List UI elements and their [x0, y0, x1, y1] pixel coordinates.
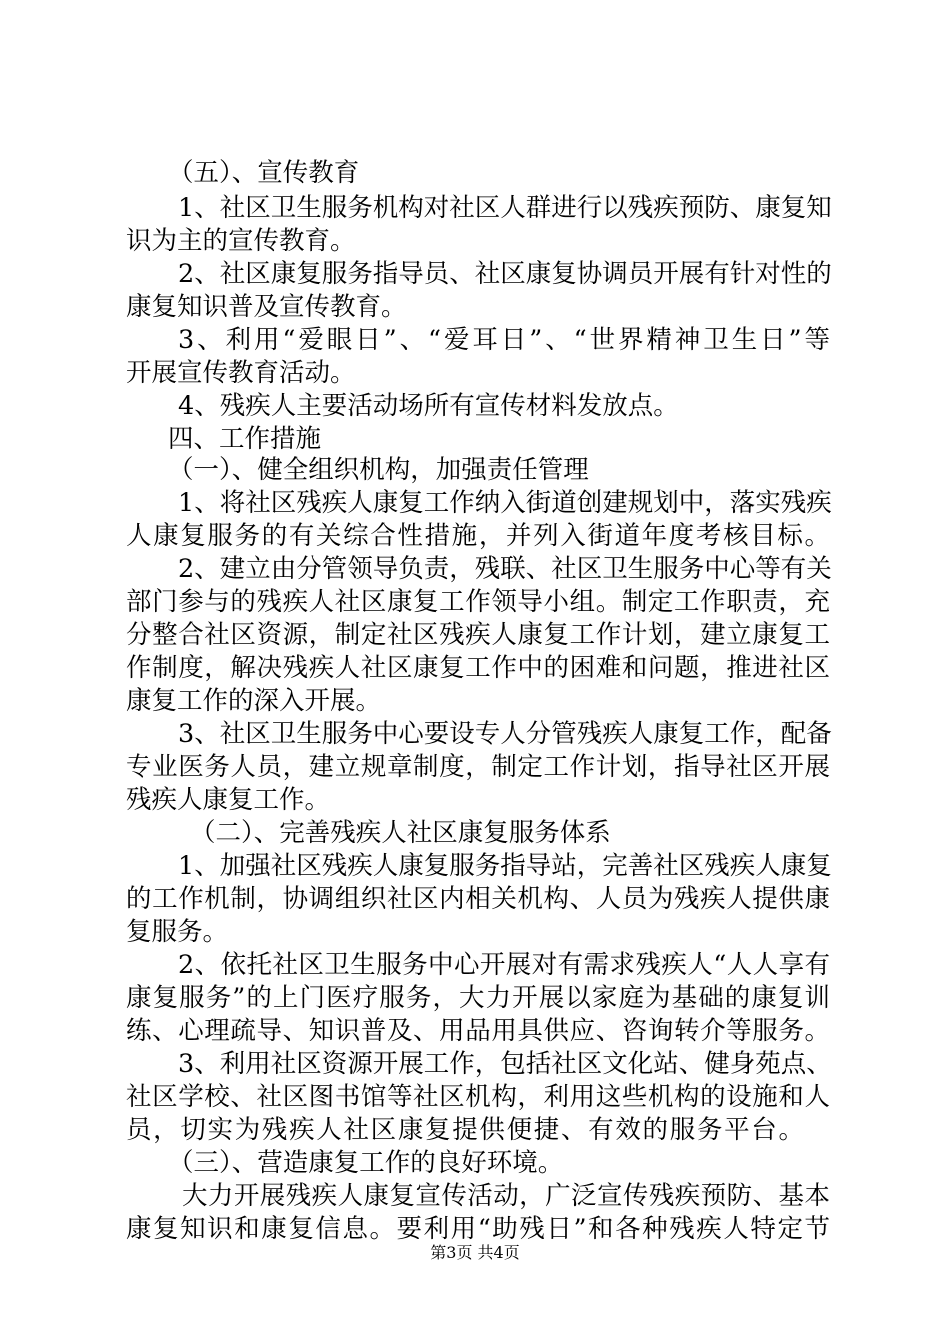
page-footer: 第3页 共4页 — [430, 1243, 520, 1262]
text-line-content: 1、将社区残疾人康复工作纳入街道创建规划中，落实残疾 — [178, 488, 832, 518]
text-line — [0, 223, 950, 259]
text-line — [0, 650, 950, 686]
text-line-content: 大力开展残疾人康复宣传活动，广泛宣传残疾预防、基本 — [182, 1181, 830, 1211]
text-line-content: （一）、健全组织机构，加强责任管理 — [168, 455, 589, 485]
text-line-content: 3、利用社区资源开展工作，包括社区文化站、健身苑点、 — [178, 1049, 832, 1079]
text-line — [0, 848, 950, 884]
text-line — [0, 716, 950, 752]
text-line-content: 1、加强社区残疾人康复服务指导站，完善社区残疾人康复 — [178, 851, 832, 881]
text-line-content: 部门参与的残疾人社区康复工作领导小组。制定工作职责，充 — [126, 587, 830, 617]
text-line-content: 康复工作的深入开展。 — [126, 686, 382, 716]
text-line — [0, 782, 950, 818]
text-line-content: 四、工作措施 — [168, 424, 322, 454]
text-line-content: （五）、宣传教育 — [168, 158, 360, 188]
text-line — [0, 914, 950, 950]
text-line — [0, 289, 950, 325]
text-line-content: 康复知识普及宣传教育。 — [126, 292, 407, 322]
text-line-content: 3、社区卫生服务中心要设专人分管残疾人康复工作，配备 — [178, 719, 832, 749]
text-line — [0, 1013, 950, 1049]
text-line-content: 员，切实为残疾人社区康复提供便捷、有效的服务平台。 — [126, 1115, 804, 1145]
text-line — [0, 1079, 950, 1115]
text-line-content: 识为主的宣传教育。 — [126, 226, 356, 256]
text-line — [0, 584, 950, 620]
text-line — [0, 190, 950, 226]
text-line — [0, 388, 950, 424]
text-line-content: 的工作机制，协调组织社区内相关机构、人员为残疾人提供康 — [126, 884, 830, 914]
text-line-content: 康复知识和康复信息。要利用“助残日”和各种残疾人特定节 — [126, 1214, 830, 1244]
text-line — [0, 683, 950, 719]
text-line — [0, 815, 950, 851]
text-line-content: 练、心理疏导、知识普及、用品用具供应、咨询转介等服务。 — [126, 1016, 830, 1046]
text-line-content: 1、社区卫生服务机构对社区人群进行以残疾预防、康复知 — [178, 193, 832, 223]
text-line — [0, 881, 950, 917]
text-line-content: 3、利用“爱眼日”、“爱耳日”、“世界精神卫生日”等 — [178, 325, 830, 355]
text-line-content: （三）、营造康复工作的良好环境。 — [168, 1148, 564, 1178]
text-line — [0, 1145, 950, 1181]
text-line — [0, 1112, 950, 1148]
text-line-content: 专业医务人员，建立规章制度，制定工作计划，指导社区开展 — [126, 752, 830, 782]
text-line-content: 残疾人康复工作。 — [126, 785, 331, 815]
text-line-content: 康复服务”的上门医疗服务，大力开展以家庭为基础的康复训 — [126, 983, 830, 1013]
text-line — [0, 155, 950, 191]
text-line — [0, 749, 950, 785]
text-line-content: 2、社区康复服务指导员、社区康复协调员开展有针对性的 — [178, 259, 832, 289]
text-line-content: 复服务。 — [126, 917, 229, 947]
text-line — [0, 1178, 950, 1214]
text-line — [0, 452, 950, 488]
text-line-content: 2、建立由分管领导负责，残联、社区卫生服务中心等有关 — [178, 554, 832, 584]
text-line-content: 4、残疾人主要活动场所有宣传材料发放点。 — [178, 391, 679, 421]
text-line-content: 分整合社区资源，制定社区残疾人康复工作计划，建立康复工 — [126, 620, 830, 650]
text-line — [0, 256, 950, 292]
text-line — [0, 980, 950, 1016]
text-line-content: 2、依托社区卫生服务中心开展对有需求残疾人“人人享有 — [178, 950, 830, 980]
text-line — [0, 485, 950, 521]
text-line — [0, 355, 950, 391]
text-line-content: 社区学校、社区图书馆等社区机构，利用这些机构的设施和人 — [126, 1082, 830, 1112]
text-line — [0, 1046, 950, 1082]
text-line — [0, 551, 950, 587]
text-line-content: （二）、完善残疾人社区康复服务体系 — [190, 818, 611, 848]
text-line — [0, 322, 950, 358]
text-line-content: 开展宣传教育活动。 — [126, 358, 356, 388]
text-line-content: 作制度，解决残疾人社区康复工作中的困难和问题，推进社区 — [126, 653, 830, 683]
text-line — [0, 947, 950, 983]
text-line — [0, 617, 950, 653]
text-line — [0, 518, 950, 554]
text-line-content: 人康复服务的有关综合性措施，并列入街道年度考核目标。 — [126, 521, 830, 551]
